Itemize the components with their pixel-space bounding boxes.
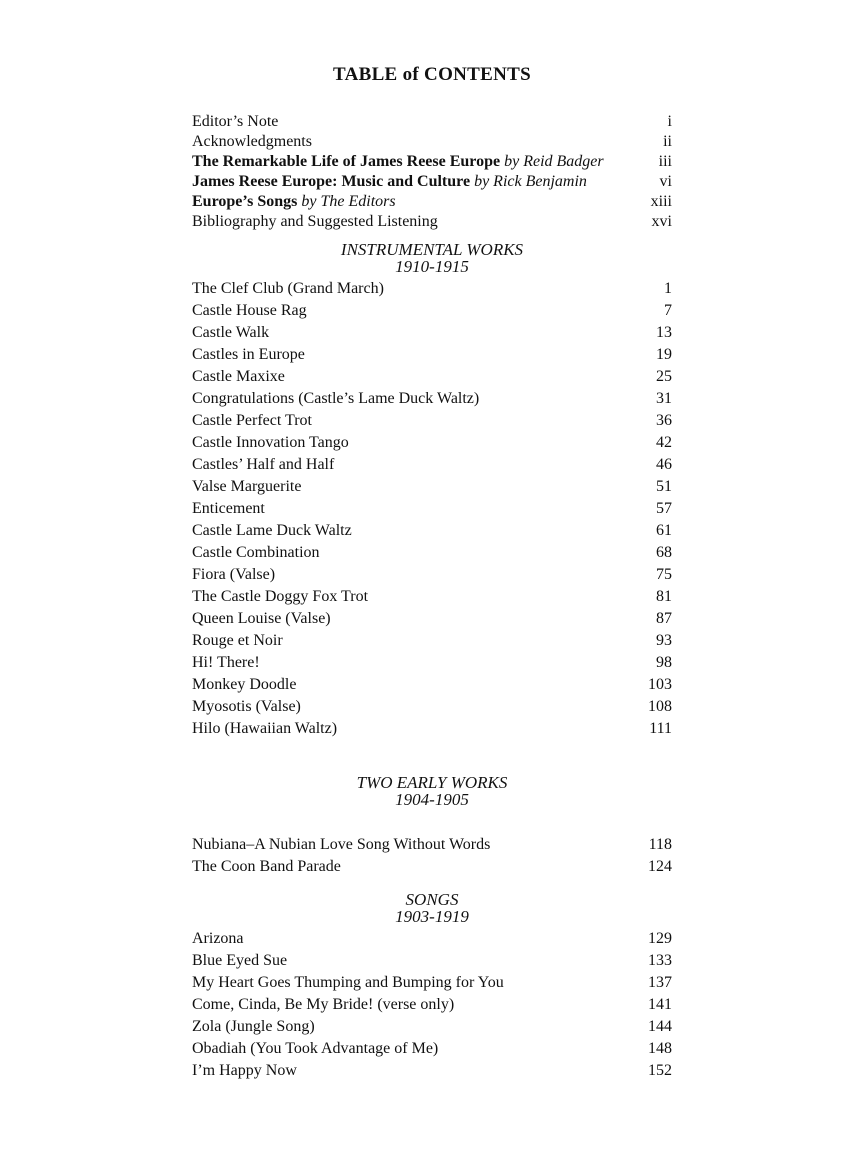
toc-entry-title: Valse Marguerite <box>192 478 302 495</box>
toc-row <box>192 366 672 388</box>
toc-entry-page: xiii <box>650 193 672 210</box>
toc-page <box>192 0 672 1082</box>
section-heading-block <box>192 241 672 275</box>
section-years: 1904-1905 <box>395 790 469 809</box>
toc-entry-text <box>192 212 438 232</box>
toc-entry-text <box>192 152 604 172</box>
toc-entry-page: 7 <box>664 302 672 319</box>
toc-entry-page: 98 <box>656 654 672 671</box>
toc-entry-page: ii <box>663 133 672 150</box>
toc-entry-title: Editor’s Note <box>192 113 279 130</box>
front-matter-list <box>192 112 672 232</box>
toc-entry-page: 141 <box>648 996 672 1013</box>
toc-entry-text <box>192 112 278 132</box>
toc-row <box>192 994 672 1016</box>
toc-entry-page: i <box>667 113 672 130</box>
toc-row <box>192 928 672 950</box>
toc-entry-title: Queen Louise (Valse) <box>192 610 331 627</box>
toc-row <box>192 696 672 718</box>
toc-entry-page: 75 <box>656 566 672 583</box>
toc-row <box>192 950 672 972</box>
toc-row <box>192 432 672 454</box>
toc-row <box>192 410 672 432</box>
toc-entry-page: 25 <box>656 368 672 385</box>
toc-entry-title: Europe’s Songs <box>192 193 298 210</box>
toc-entry-text <box>192 132 312 152</box>
toc-entry-title: Arizona <box>192 930 244 947</box>
toc-entry-title: Castle House Rag <box>192 302 307 319</box>
toc-row <box>192 300 672 322</box>
toc-entry-title: Rouge et Noir <box>192 632 283 649</box>
toc-entry-title: Castle Lame Duck Waltz <box>192 522 352 539</box>
toc-entry-title: The Clef Club (Grand March) <box>192 280 384 297</box>
section-heading: INSTRUMENTAL WORKS <box>340 240 524 259</box>
toc-row <box>192 652 672 674</box>
toc-entry-text <box>192 192 396 212</box>
toc-entry-title: Bibliography and Suggested Listening <box>192 213 438 230</box>
toc-entry-page: 87 <box>656 610 672 627</box>
toc-row <box>192 520 672 542</box>
toc-entry-byline: by The Editors <box>301 193 396 210</box>
toc-entry-page: 61 <box>656 522 672 539</box>
sections-container <box>192 241 672 1082</box>
toc-row <box>192 212 672 232</box>
toc-entry-title: Hilo (Hawaiian Waltz) <box>192 720 338 737</box>
toc-entry-title: Acknowledgments <box>192 133 312 150</box>
toc-row <box>192 454 672 476</box>
toc-entry-title: Nubiana–A Nubian Love Song Without Words <box>192 836 491 853</box>
toc-entry-page: 42 <box>656 434 672 451</box>
toc-entry-page: 46 <box>656 456 672 473</box>
toc-entry-page: 111 <box>649 720 672 737</box>
toc-entry-page: 36 <box>656 412 672 429</box>
toc-entry-title: Castle Combination <box>192 544 320 561</box>
toc-row <box>192 192 672 212</box>
section-entries <box>192 834 672 878</box>
toc-entry-page: 148 <box>648 1040 672 1057</box>
toc-entry-page: 129 <box>648 930 672 947</box>
toc-row <box>192 344 672 366</box>
section-heading-block <box>192 774 672 808</box>
section-years: 1910-1915 <box>395 257 469 276</box>
toc-entry-page: 57 <box>656 500 672 517</box>
toc-entry-title: James Reese Europe: Music and Culture <box>192 173 471 190</box>
toc-row <box>192 498 672 520</box>
toc-entry-page: xvi <box>651 213 672 230</box>
toc-entry-page: 124 <box>648 858 672 875</box>
toc-section <box>192 774 672 878</box>
toc-entry-title: Castle Walk <box>192 324 270 341</box>
toc-entry-title: Castle Perfect Trot <box>192 412 312 429</box>
toc-entry-title: Come, Cinda, Be My Bride! (verse only) <box>192 996 455 1013</box>
toc-row <box>192 630 672 652</box>
toc-entry-title: Hi! There! <box>192 654 260 671</box>
toc-row <box>192 1060 672 1082</box>
toc-row <box>192 1038 672 1060</box>
page-title: TABLE of CONTENTS <box>333 64 531 85</box>
toc-entry-title: My Heart Goes Thumping and Bumping for You <box>192 974 504 991</box>
toc-row <box>192 608 672 630</box>
toc-row <box>192 674 672 696</box>
toc-entry-title: The Coon Band Parade <box>192 858 341 875</box>
toc-row <box>192 476 672 498</box>
section-entries <box>192 928 672 1082</box>
toc-row <box>192 564 672 586</box>
section-years: 1903-1919 <box>395 907 469 926</box>
section-heading: SONGS <box>405 890 459 909</box>
toc-entry-page: 144 <box>648 1018 672 1035</box>
toc-entry-page: iii <box>658 153 672 170</box>
toc-row <box>192 278 672 300</box>
toc-entry-page: 19 <box>656 346 672 363</box>
toc-entry-title: The Remarkable Life of James Reese Europe <box>192 153 501 170</box>
toc-row <box>192 152 672 172</box>
toc-entry-page: 31 <box>656 390 672 407</box>
toc-entry-title: Monkey Doodle <box>192 676 297 693</box>
toc-entry-title: Blue Eyed Sue <box>192 952 288 969</box>
toc-entry-title: Zola (Jungle Song) <box>192 1018 315 1035</box>
toc-entry-page: 108 <box>648 698 672 715</box>
toc-entry-page: 81 <box>656 588 672 605</box>
toc-row <box>192 542 672 564</box>
section-heading: TWO EARLY WORKS <box>356 773 508 792</box>
toc-row <box>192 972 672 994</box>
toc-entry-page: 118 <box>648 836 672 853</box>
toc-row <box>192 718 672 740</box>
toc-entry-page: 13 <box>656 324 672 341</box>
toc-entry-title: Obadiah (You Took Advantage of Me) <box>192 1040 439 1057</box>
toc-entry-title: Castle Maxixe <box>192 368 285 385</box>
toc-entry-title: Castles’ Half and Half <box>192 456 335 473</box>
toc-entry-page: 103 <box>648 676 672 693</box>
section-entries <box>192 278 672 740</box>
toc-entry-page: vi <box>659 173 672 190</box>
toc-entry-title: Enticement <box>192 500 265 517</box>
toc-entry-page: 93 <box>656 632 672 649</box>
toc-row <box>192 834 672 856</box>
toc-section <box>192 241 672 740</box>
toc-entry-page: 137 <box>648 974 672 991</box>
toc-section <box>192 891 672 1082</box>
toc-row <box>192 856 672 878</box>
toc-entry-title: I’m Happy Now <box>192 1062 297 1079</box>
toc-row <box>192 132 672 152</box>
toc-entry-title: Castle Innovation Tango <box>192 434 349 451</box>
toc-row <box>192 388 672 410</box>
toc-row <box>192 172 672 192</box>
toc-row <box>192 112 672 132</box>
toc-entry-page: 51 <box>656 478 672 495</box>
toc-entry-title: Myosotis (Valse) <box>192 698 301 715</box>
toc-entry-byline: by Rick Benjamin <box>474 173 587 190</box>
toc-entry-title: Congratulations (Castle’s Lame Duck Waltz) <box>192 390 480 407</box>
toc-entry-text <box>192 172 587 192</box>
toc-row <box>192 586 672 608</box>
toc-entry-byline: by Reid Badger <box>504 153 604 170</box>
toc-row <box>192 1016 672 1038</box>
toc-entry-title: Castles in Europe <box>192 346 305 363</box>
toc-entry-page: 152 <box>648 1062 672 1079</box>
toc-entry-page: 133 <box>648 952 672 969</box>
toc-entry-page: 68 <box>656 544 672 561</box>
section-heading-block <box>192 891 672 925</box>
toc-entry-page: 1 <box>664 280 672 297</box>
toc-row <box>192 322 672 344</box>
toc-entry-title: Fiora (Valse) <box>192 566 276 583</box>
toc-entry-title: The Castle Doggy Fox Trot <box>192 588 369 605</box>
